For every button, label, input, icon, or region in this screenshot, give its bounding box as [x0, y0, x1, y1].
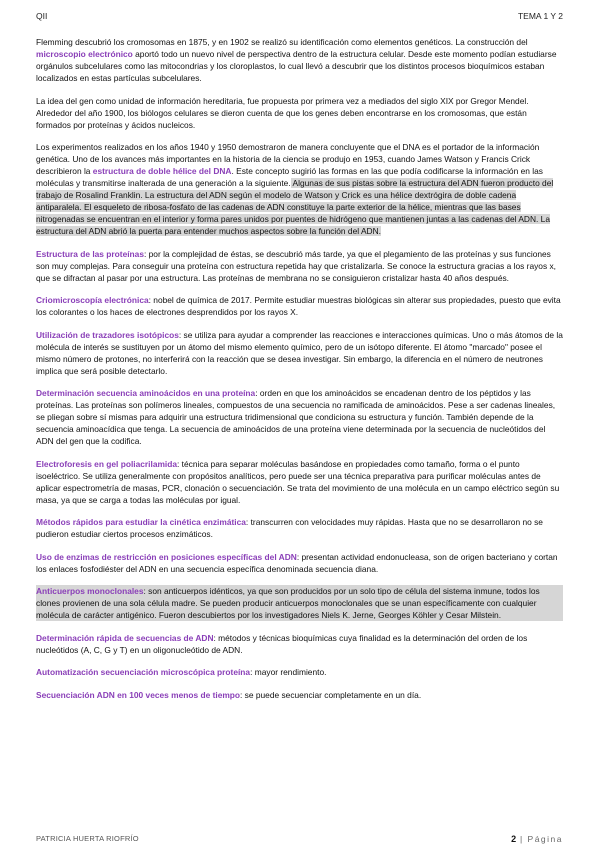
keyword-electroforesis: Electroforesis en gel poliacrilamida [36, 458, 178, 469]
keyword-enzimas-restriccion: Uso de enzimas de restricción en posiciones específicas del ADN [36, 551, 297, 562]
page-word: Página [527, 834, 563, 844]
header-right: TEMA 1 Y 2 [517, 11, 563, 21]
header-left: QII [36, 11, 48, 21]
paragraph-proteinas: Estructura de las proteínas: por la complejidad de éstas, se descubrió más tarde, ya que el plegamiento de las proteínas y sus funciones son muy complejas. Para conseguir una proteína con estructura repetida hay que cristalizarla. Se conoce la estructura gracias a los rayos x, que se difractan al pasar por una estructura. Las proteínas de membrana no se consiguieron cristalizar hasta 40 años después. [36, 248, 556, 283]
paragraph-cinetica: Métodos rápidos para estudiar la cinética enzimática: transcurren con velocidades muy rápidas. Hasta que no se desarrollaron no se pudieron estudiar ciertos procesos enzimáticos. [36, 517, 543, 539]
paragraph-criomicroscopia: Criomicroscopía electrónica: nobel de química de 2017. Permite estudiar muestras biológicas sin alterar sus propiedades, puesto que evita los colorantes o los haces de electrones desprendidos por los rayos X. [36, 295, 561, 317]
keyword-secuenciacion-rapida: Secuenciación ADN en 100 veces menos de tiempo [36, 689, 241, 700]
keyword-automatizacion: Automatización secuenciación microscópica proteína [36, 667, 251, 677]
page-separator: | [516, 834, 528, 844]
paragraph-trazadores: Utilización de trazadores isotópicos: se utiliza para ayudar a comprender las reacciones e interacciones químicas. Uno o más átomos de la molécula de interés se sustituyen por un átomo del mismo elemento químico, pero de un isótopo diferente. El átomo "marcado" posee el mismo número de protones, no interferirá con la reacción que se desea investigar. Sin embargo, la diferencia en el número de neutrones implica que será posible detectarlo. [36, 329, 563, 376]
keyword-cinetica: Métodos rápidos para estudiar la cinética enzimática [36, 517, 246, 527]
paragraph-flemming: Flemming descubrió los cromosomas en 1875, y en 1902 se realizó su identificación como elementos genéticos. La construcción del microscopio electrónico aportó todo un nuevo nivel de perspectiva dentro de la estructura celular. Desde este momento podían estudiarse orgánulos subcelulares como las mitocondrias y los cloroplastos, lo cual llevó a descubrir que los distintos procesos bioquímicos estaban localizados en estas partículas subcelulares. [36, 37, 557, 83]
paragraph-electroforesis: Electroforesis en gel poliacrilamida: técnica para separar moléculas basándose en propiedades como tamaño, forma o el punto isoeléctrico. Se utiliza generalmente con propósitos analíticos, pero puede ser una técnica preparativa para purificar moléculas antes de aplicar espectrometría de masas, PCR, clonación o secuenciación. Se trata del movimiento de una molécula en un campo eléctrico según su masa, ya que se carga a todas las moléculas por igual. [36, 458, 560, 505]
keyword-microscopio: microscopio electrónico [36, 49, 133, 59]
keyword-aminoacidos: Determinación secuencia aminoácidos en una proteína [36, 388, 256, 398]
keyword-doble-helice: estructura de doble hélice del DNA [92, 166, 232, 176]
paragraph-dna: Los experimentos realizados en los años 1940 y 1950 demostraron de manera concluyente que el DNA es el portador de la información genética. Uno de los avances más importantes en la historia de la ciencia se produjo en 1953, cuando James Watson y Francis Crick describieron la estructura de doble hélice del DNA. Este concepto sugirió las formas en las que podía codificarse la información en las moléculas y transmitirse inalterada de una generación a la siguiente. Algunas de sus pistas sobre la estructura del ADN fueron producto del trabajo de Rosalind Franklin. La estructura del ADN según el modelo de Watson y Crick es una hélice dextrógira de doble cadena antiparalela. El esqueleto de ribosa-fosfato de las cadenas de ADN constituye la parte exterior de la hélice, mientras que las bases nitrogenadas se encuentran en el interior y forma pares unidos por puentes de hidrógeno que mantienen juntas a las cadenas del ADN. La estructura del ADN abrió la puerta para entender muchos aspectos sobre la función del ADN. [36, 142, 554, 236]
page-body [36, 36, 563, 711]
paragraph-secuenciacion-rapida: Secuenciación ADN en 100 veces menos de tiempo: se puede secuenciar completamente en un día. [36, 689, 422, 700]
paragraph-aminoacidos: Determinación secuencia aminoácidos en una proteína: orden en que los aminoácidos se encadenan dentro de los péptidos y las proteínas. Las proteínas son polímeros lineales, compuestos de una secuencia no ramificada de aminoácidos. Pese a ser cadenas lineales, se pliegan sobre sí mismas para adquirir una estructura tridimensional que condiciona su estructura y función. También depende de la secuencia aminoacídica que tenga. La secuencia de aminoácidos de una proteína viene determinada por la secuencia de nucleótidos del ADN del gen que la codifica. [36, 388, 556, 446]
keyword-secuencias-adn: Determinación rápida de secuencias de ADN [36, 632, 214, 643]
highlighted-text: Algunas de sus pistas sobre la estructura del ADN fueron producto del trabajo de Rosalind Franklin. La estructura del ADN según el modelo de Watson y Crick es una hélice dextrógira de doble cadena antiparalela. El esqueleto de ribosa-fosfato de las cadenas de ADN constituye la parte exterior de la hélice, mientras que las bases nitrogenadas se encuentran en el interior y forma pares unidos por puentes de hidrógeno que mantienen juntas a las cadenas del ADN. La estructura del ADN abrió la puerta para entender muchos aspectos sobre la función del ADN. [36, 178, 554, 236]
paragraph-anticuerpos: Anticuerpos monoclonales: son anticuerpos idénticos, ya que son producidos por un solo tipo de célula del sistema inmune, todos los clones provienen de una sola célula madre. Se pueden producir anticuerpos monoclonales que se unan específicamente con cualquier molécula de carácter antigénico. Fueron descubiertos por los investigadores Niels K. Jerne, Georges Köhler y Cesar Milstein. [36, 585, 563, 621]
keyword-anticuerpos: Anticuerpos monoclonales [36, 586, 144, 596]
page-indicator [511, 834, 563, 844]
keyword-trazadores: Utilización de trazadores isotópicos [36, 329, 179, 340]
paragraph-automatizacion: Automatización secuenciación microscópica proteína: mayor rendimiento. [36, 667, 327, 677]
keyword-criomicroscopia: Criomicroscopía electrónica [36, 295, 149, 305]
paragraph-enzimas-restriccion: Uso de enzimas de restricción en posiciones específicas del ADN: presentan actividad endonucleasa, son de origen bacteriano y cortan los enlaces fosfodiéster del ADN en una secuencia específica denominada secuencia diana. [36, 551, 558, 574]
paragraph-secuencias-adn: Determinación rápida de secuencias de ADN: métodos y técnicas bioquímicas cuya finalidad es la determinación del orden de los nucleótidos (A, C, G y T) en un oligonucleótido de ADN. [36, 632, 528, 655]
keyword-estructura-proteinas: Estructura de las proteínas [36, 248, 144, 259]
paragraph-mendel: La idea del gen como unidad de información hereditaria, fue propuesta por primera vez a mediados del siglo XIX por Gregor Mendel. Alrededor del año 1900, los biólogos celulares se dieron cuenta de que los genes deben encontrarse en los cromosomas, que están formados por proteínas y ácidos nucleicos. [36, 95, 529, 130]
page-number: 2 [511, 834, 517, 844]
footer-author: PATRICIA HUERTA RIOFRÍO [36, 834, 139, 843]
